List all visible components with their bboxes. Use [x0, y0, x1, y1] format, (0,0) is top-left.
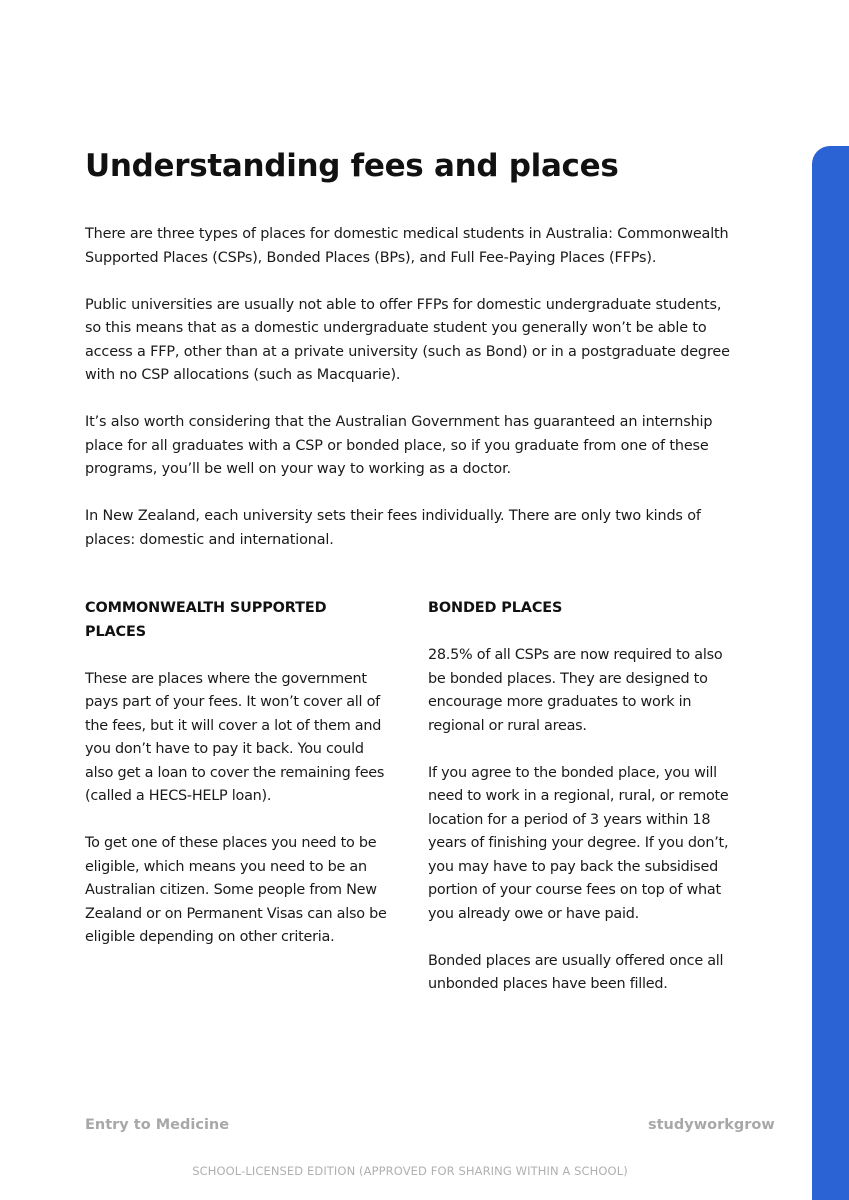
bonded-paragraph: If you agree to the bonded place, you will need to work in a regional, rural, or remote location for a period of 3 years within 18 years of finishing your degree. If you don’t, you may have to pay back the subsidised portion of your course fees on top of what you already owe or have paid. — [428, 764, 729, 922]
intro-paragraph: Public universities are usually not able to offer FFPs for domestic undergraduate students, so this means that as a domestic undergraduate student you generally won’t be able to access a FFP, other than at a private university (such as Bond) or in a postgraduate degree with no CSP allocations (such as Macquarie). — [85, 296, 730, 383]
page-title: Understanding fees and places — [85, 148, 619, 184]
side-accent-tab — [812, 146, 849, 1200]
csp-heading: COMMONWEALTH SUPPORTED PLACES — [85, 600, 327, 640]
csp-paragraph: To get one of these places you need to be eligible, which means you need to be an Australian citizen. Some people from New Zealand or on Permanent Visas can also be eligible depending on other criteria. — [85, 835, 387, 945]
intro-paragraph: It’s also worth considering that the Australian Government has guaranteed an internship place for all graduates with a CSP or bonded place, so if you graduate from one of these programs, you’ll be well on your way to working as a doctor. — [85, 414, 713, 477]
bonded-section — [428, 597, 733, 1020]
footer-brand: studyworkgrow — [648, 1117, 775, 1133]
bonded-paragraph: Bonded places are usually offered once all unbonded places have been filled. — [428, 952, 724, 992]
intro-paragraph: In New Zealand, each university sets their fees individually. There are only two kinds of places: domestic and international. — [85, 508, 701, 548]
license-notice: SCHOOL-LICENSED EDITION (APPROVED FOR SHARING WITHIN A SCHOOL) — [192, 1164, 628, 1178]
intro-paragraph: There are three types of places for domestic medical students in Australia: Commonwealth Supported Places (CSPs), Bonded Places (BPs), and Full Fee-Paying Places (FFPs). — [85, 226, 729, 266]
intro-section — [85, 223, 735, 576]
bonded-heading: BONDED PLACES — [428, 600, 563, 616]
csp-paragraph: These are places where the government pays part of your fees. It won’t cover all of the fees, but it will cover a lot of them and you don’t have to pay it back. You could also get a loan to cover the remaining fees (called a HECS-HELP loan). — [85, 670, 385, 804]
bonded-paragraph: 28.5% of all CSPs are now required to also be bonded places. They are designed to encourage more graduates to work in regional or rural areas. — [428, 647, 723, 734]
csp-section — [85, 597, 390, 973]
footer-publication-name: Entry to Medicine — [85, 1117, 230, 1133]
